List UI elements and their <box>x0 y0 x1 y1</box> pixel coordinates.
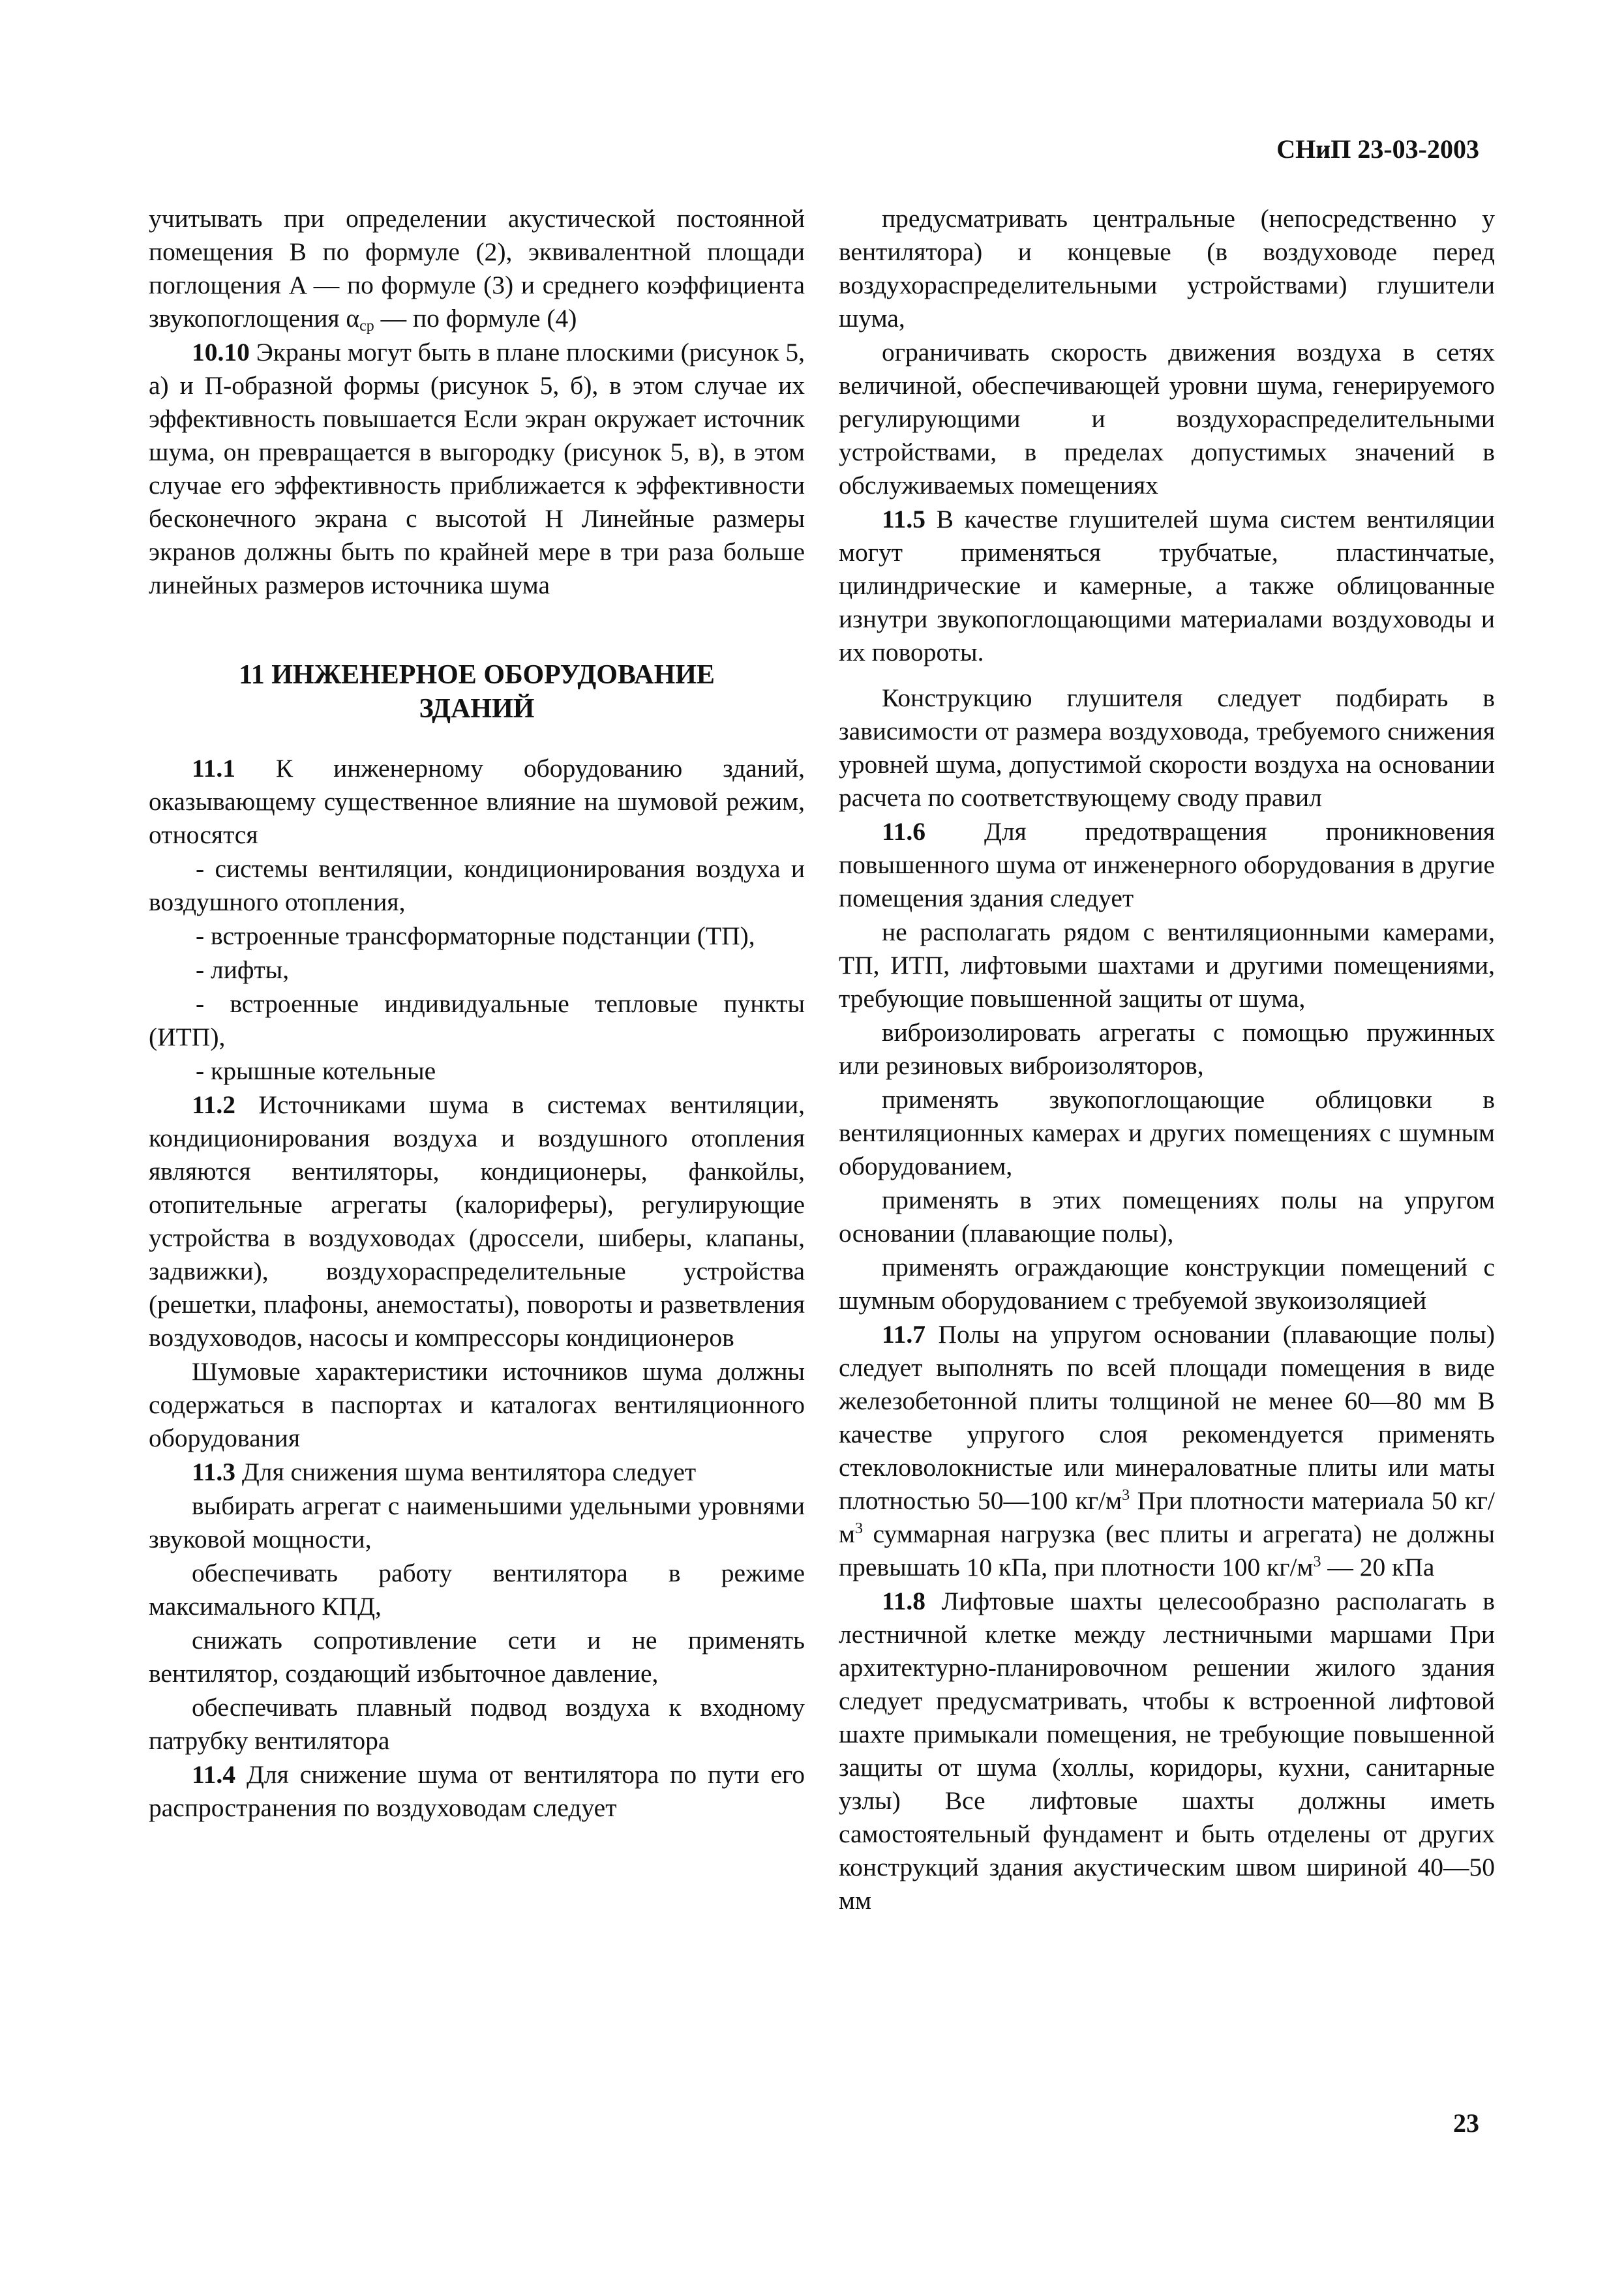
list-item: - встроенные индивидуальные тепловые пункты (ИТП), <box>149 989 805 1051</box>
paragraph: выбирать агрегат с наименьшими удельными уровнями звуковой мощности, <box>149 1491 805 1553</box>
paragraph: предусматривать центральные (непосредственно у вентилятора) и концевые (в воздуховоде перед воздухораспределительными устройствами) глушители шума, <box>839 204 1495 333</box>
clause-text: Для предотвращения проникновения повышенного шума от инженерного оборудования в другие помещения здания следует <box>839 817 1495 912</box>
clause-text: Экраны могут быть в плане плоскими (рисунок 5, а) и П-образной формы (рисунок 5, б), в этом случае их эффективность повышается Если экран окружает источник шума, он превращается в выгородку (рисунок 5, в), в этом случае его эффективность приближается к эффективности бесконечного экрана с высотой H Линейные размеры экранов должны быть по крайней мере в три раза больше линейных размеров источника шума <box>149 338 805 599</box>
spacer <box>839 670 1495 681</box>
paragraph: обеспечивать работу вентилятора в режиме максимального КПД, <box>149 1559 805 1621</box>
clause-number: 11.1 <box>192 754 235 783</box>
clause-number: 11.8 <box>882 1587 925 1615</box>
paragraph: ограничивать скорость движения воздуха в сетях величиной, обеспечивающей уровни шума, генерируемого регулирующими и воздухораспределительными устройствами, в пределах допустимых значений в обслуживаемых помещениях <box>839 338 1495 500</box>
paragraph: применять звукопоглощающие облицовки в вентиляционных камерах и других помещениях с шумным оборудованием, <box>839 1085 1495 1180</box>
clause-text: При плотности материала 50 кг/м <box>839 1486 1495 1548</box>
clause-text: суммарная нагрузка (вес плиты и агрегата) не должны превышать 10 кПа, при плотности 100 кг/м <box>839 1520 1495 1581</box>
list-item: - лифты, <box>196 955 290 984</box>
clause-text: — 20 кПа <box>1321 1553 1435 1581</box>
clause-number: 11.2 <box>192 1090 235 1119</box>
clause-11-3 <box>149 1456 805 1489</box>
clause-number: 11.7 <box>882 1320 925 1349</box>
document-header: СНиП 23-03-2003 <box>1276 134 1479 164</box>
paragraph: виброизолировать агрегаты с помощью пружинных или резиновых виброизоляторов, <box>839 1018 1495 1080</box>
clause-text: К инженерному оборудованию зданий, оказывающему существенное влияние на шумовой режим, относятся <box>149 754 805 849</box>
text: — по формуле (4) <box>374 304 577 333</box>
clause-text: Полы на упругом основании (плавающие полы) следует выполнять по всей площади помещения в виде железобетонной плиты толщиной не менее 60—80 мм В качестве упругого слоя рекомендуется применять стекловолокнистые или минераловатные плиты или маты плотностью 50—100 кг/м <box>839 1320 1495 1515</box>
paragraph: снижать сопротивление сети и не применять вентилятор, создающий избыточное давление, <box>149 1626 805 1688</box>
list-item: - встроенные трансформаторные подстанции (ТП), <box>196 921 755 950</box>
clause-number: 11.4 <box>192 1760 235 1789</box>
clause-number: 11.5 <box>882 505 925 533</box>
list-item: - системы вентиляции, кондиционирования воздуха и воздушного отопления, <box>149 854 805 916</box>
subscript: ср <box>359 318 374 335</box>
clause-text: В качестве глушителей шума систем вентиляции могут применяться трубчатые, пластинчатые, цилиндрические и камерные, а также облицованные изнутри звукопоглощающими материалами воздуховоды и их повороты. <box>839 505 1495 666</box>
section-title: 11 ИНЖЕНЕРНОЕ ОБОРУДОВАНИЕ ЗДАНИЙ <box>239 660 715 724</box>
list-item: - крышные котельные <box>196 1056 436 1085</box>
paragraph: Конструкцию глушителя следует подбирать в зависимости от размера воздуховода, требуемого снижения уровней шума, допустимой скорости воздуха на основании расчета по соответствующему своду правил <box>839 683 1495 812</box>
clause-11-8 <box>839 1585 1495 1917</box>
superscript: 3 <box>855 1520 863 1537</box>
clause-number: 11.6 <box>882 817 925 846</box>
paragraph: Шумовые характеристики источников шума должны содержаться в паспортах и каталогах вентиляционного оборудования <box>149 1357 805 1452</box>
paragraph: применять в этих помещениях полы на упругом основании (плавающие полы), <box>839 1186 1495 1248</box>
paragraph-continuation <box>149 202 805 335</box>
clause-10-10 <box>149 336 805 602</box>
paragraph: не располагать рядом с вентиляционными камерами, ТП, ИТП, лифтовыми шахтами и другими помещениями, требующие повышенной защиты от шума, <box>839 918 1495 1013</box>
clause-number: 11.3 <box>192 1458 235 1486</box>
text: учитывать при определении акустической постоянной помещения B по формуле (2), эквивалентной площади поглощения A — по формуле (3) и среднего коэффициента звукопоглощения α <box>149 204 805 333</box>
paragraph: обеспечивать плавный подвод воздуха к входному патрубку вентилятора <box>149 1693 805 1755</box>
superscript: 3 <box>1313 1553 1321 1570</box>
superscript: 3 <box>1122 1487 1130 1504</box>
clause-number: 10.10 <box>192 338 250 367</box>
clause-11-6 <box>839 815 1495 915</box>
paragraph: применять ограждающие конструкции помещений с шумным оборудованием с требуемой звукоизоляцией <box>839 1253 1495 1315</box>
clause-text: Для снижение шума от вентилятора по пути его распространения по воздуховодам следует <box>149 1760 805 1822</box>
clause-text: Источниками шума в системах вентиляции, кондиционирования воздуха и воздушного отопления являются вентиляторы, кондиционеры, фанкойлы, отопительные агрегаты (калориферы), регулирующие устройства в воздуховодах (дроссели, шиберы, клапаны, задвижки), воздухораспределительные устройства (решетки, плафоны, анемостаты), повороты и разветвления воздуховодов, насосы и компрессоры кондиционеров <box>149 1090 805 1352</box>
clause-11-1 <box>149 752 805 852</box>
clause-11-4 <box>149 1758 805 1825</box>
clause-11-2 <box>149 1088 805 1355</box>
clause-11-5 <box>839 503 1495 669</box>
page-number: 23 <box>1453 2108 1479 2138</box>
left-column <box>149 202 805 1825</box>
right-column <box>839 202 1495 1918</box>
clause-text: Лифтовые шахты целесообразно располагать в лестничной клетке между лестничными маршами При архитектурно-планировочном решении жилого здания следует предусматривать, чтобы к встроенной лифтовой шахте примыкали помещения, не требующие повышенной защиты от шума (холлы, коридоры, кухни, санитарные узлы) Все лифтовые шахты должны иметь самостоятельный фундамент и быть отделены от других конструкций здания акустическим швом шириной 40—50 мм <box>839 1587 1495 1915</box>
clause-text: Для снижения шума вентилятора следует <box>235 1458 697 1486</box>
clause-11-7 <box>839 1318 1495 1584</box>
